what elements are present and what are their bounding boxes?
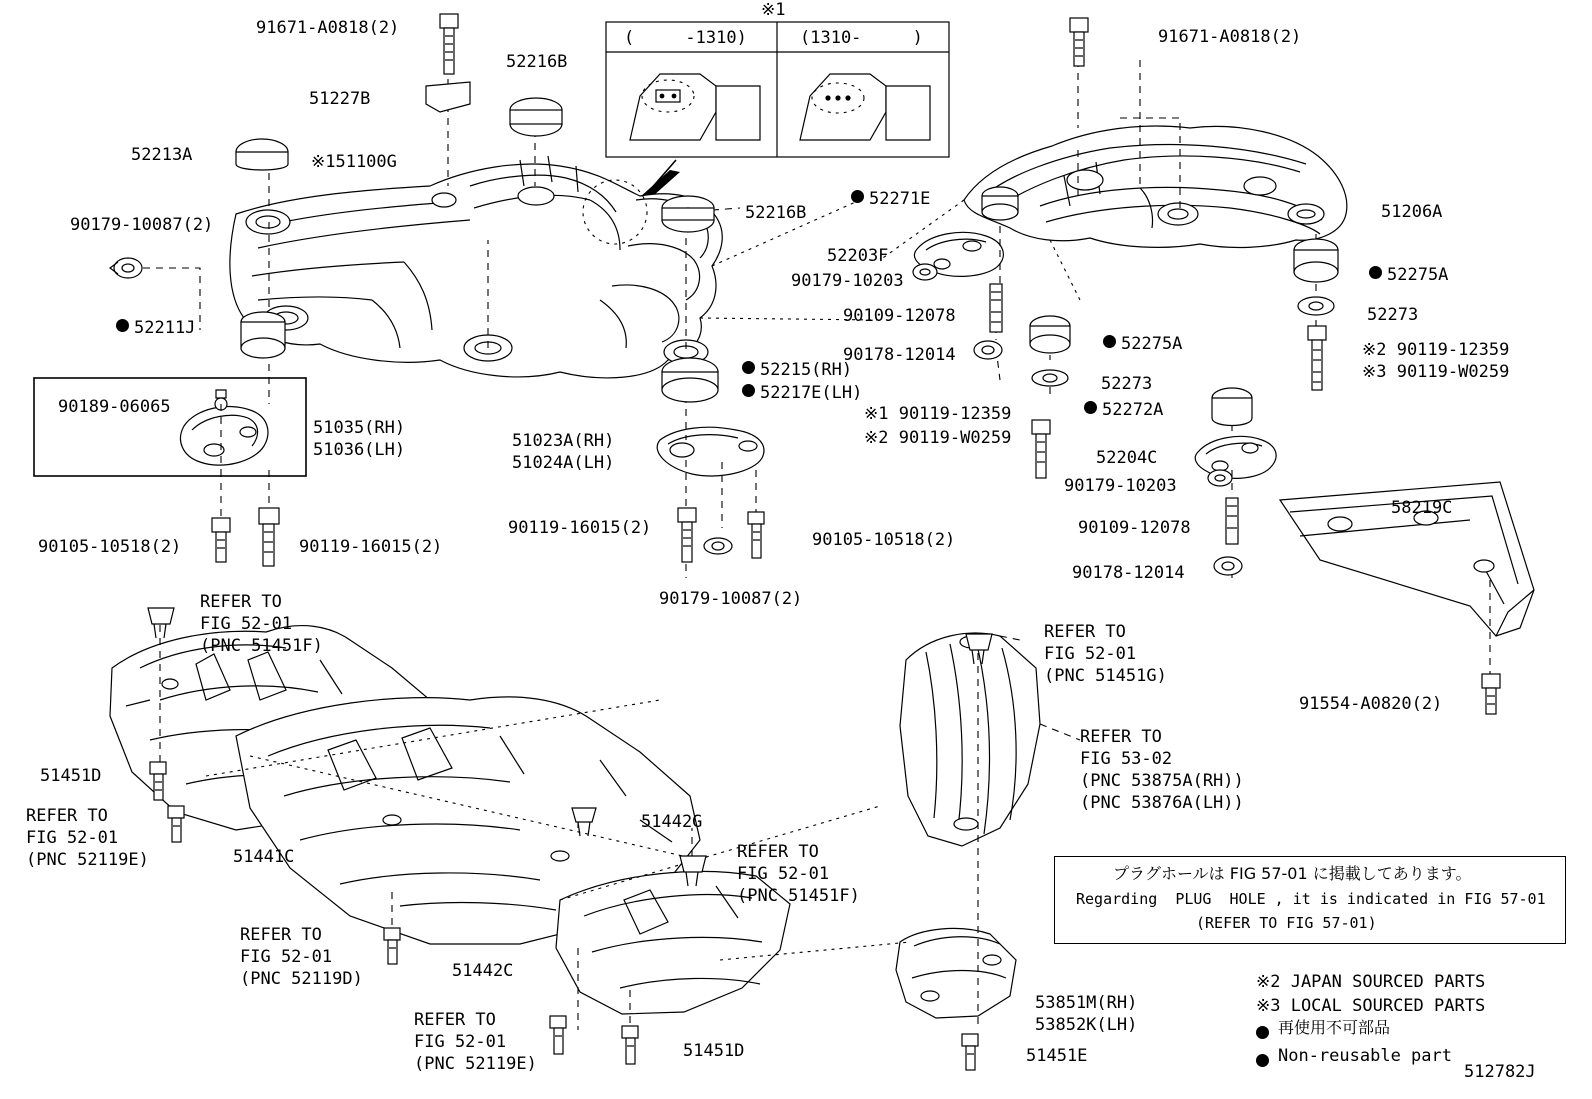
part-label-l9: 51035(RH) [313, 418, 406, 438]
part-label-l10: 51036(LH) [313, 440, 406, 460]
part-label-l41: 58219C [1391, 498, 1453, 518]
nonreusable-dot [1084, 401, 1097, 414]
nonreusable-dot [742, 361, 755, 374]
part-label-l53: (PNC 52119D) [240, 969, 363, 989]
part-label-l40: ※3 90119-W0259 [1362, 362, 1510, 382]
part-label-l58: 51451D [683, 1041, 745, 1061]
part-label-l13: 52216B [745, 203, 807, 223]
part-label-l25: 90178-12014 [843, 345, 956, 365]
part-label-l51: REFER TO [240, 925, 322, 945]
part-label-l15: 52217E(LH) [760, 383, 863, 403]
part-label-l12: 90119-16015(2) [299, 537, 443, 557]
legend-japan-sourced: ※2 JAPAN SOURCED PARTS [1256, 972, 1486, 992]
part-label-l27: 52273 [1101, 374, 1153, 394]
part-label-l28: 52272A [1102, 400, 1164, 420]
part-label-l54: 51442C [452, 961, 514, 981]
part-label-l30: ※2 90119-W0259 [864, 428, 1012, 448]
part-label-l34: 90178-12014 [1072, 563, 1185, 583]
part-label-l69: (PNC 53876A(LH)) [1080, 793, 1244, 813]
part-label-l17: 51024A(LH) [512, 453, 615, 473]
inset-col-left: ( -1310) [624, 28, 747, 48]
inset-col-right: (1310- ) [800, 28, 923, 48]
part-label-l44: FIG 52-01 [200, 614, 293, 634]
part-label-l23: 90179-10203 [791, 271, 904, 291]
part-label-l5: ※151100G [311, 152, 397, 172]
part-label-l16: 51023A(RH) [512, 431, 615, 451]
part-label-l64: FIG 52-01 [1044, 644, 1137, 664]
note-line-en: Regarding PLUG HOLE , it is indicated in FIG 57-01 [1076, 890, 1546, 908]
part-label-l26: 52275A [1121, 334, 1183, 354]
nonreusable-dot [116, 319, 129, 332]
part-label-l71: 53852K(LH) [1035, 1015, 1138, 1035]
part-label-l39: ※2 90119-12359 [1362, 340, 1510, 360]
part-label-l37: 52275A [1387, 265, 1449, 285]
nonreusable-dot [851, 190, 864, 203]
part-label-l29: ※1 90119-12359 [864, 404, 1012, 424]
legend-local-sourced: ※3 LOCAL SOURCED PARTS [1256, 996, 1486, 1016]
part-label-l49: (PNC 52119E) [26, 850, 149, 870]
part-label-l33: 90109-12078 [1078, 518, 1191, 538]
part-label-l36: 51206A [1381, 202, 1443, 222]
nonreusable-dot [742, 384, 755, 397]
part-label-l47: REFER TO [26, 806, 108, 826]
part-label-l4: 52213A [131, 145, 193, 165]
legend-dot-jp [1256, 1026, 1269, 1039]
part-label-l3: 51227B [309, 89, 371, 109]
part-label-l61: FIG 52-01 [737, 864, 830, 884]
part-label-l24: 90109-12078 [843, 306, 956, 326]
part-label-l8: 90189-06065 [58, 397, 171, 417]
part-label-l60: REFER TO [737, 842, 819, 862]
part-label-l35: 91671-A0818(2) [1158, 27, 1302, 47]
part-label-l11: 90105-10518(2) [38, 537, 182, 557]
part-label-l19: 90105-10518(2) [812, 530, 956, 550]
part-label-l66: REFER TO [1080, 727, 1162, 747]
part-label-l65: (PNC 51451G) [1044, 666, 1167, 686]
part-label-l52: FIG 52-01 [240, 947, 333, 967]
legend-dot-en [1256, 1054, 1269, 1067]
part-label-l56: FIG 52-01 [414, 1032, 507, 1052]
note-line-jp: プラグホールは FIG 57-01 に掲載してあります。 [1113, 864, 1472, 883]
nonreusable-dot [1369, 266, 1382, 279]
part-label-l22: 52203F [827, 246, 889, 266]
legend-nonreusable-jp: 再使用不可部品 [1278, 1018, 1391, 1037]
part-label-l14: 52215(RH) [760, 360, 853, 380]
part-label-l18: 90119-16015(2) [508, 518, 652, 538]
part-label-l32: 90179-10203 [1064, 476, 1177, 496]
part-label-l70: 53851M(RH) [1035, 993, 1138, 1013]
legend-nonreusable-en: Non-reusable part [1278, 1046, 1452, 1066]
part-label-l67: FIG 53-02 [1080, 749, 1173, 769]
part-label-l21: 52271E [869, 189, 931, 209]
part-label-l63: REFER TO [1044, 622, 1126, 642]
part-label-l31: 52204C [1096, 448, 1158, 468]
part-label-l72: 51451E [1026, 1046, 1088, 1066]
nonreusable-dot [1103, 335, 1116, 348]
part-label-l59: 51442G [641, 812, 703, 832]
part-label-l50: 51441C [233, 847, 295, 867]
part-label-l68: (PNC 53875A(RH)) [1080, 771, 1244, 791]
part-label-l46: 51451D [40, 766, 102, 786]
part-label-l57: (PNC 52119E) [414, 1054, 537, 1074]
part-label-l45: (PNC 51451F) [200, 636, 323, 656]
part-label-l42: 91554-A0820(2) [1299, 694, 1443, 714]
part-label-l20: 90179-10087(2) [659, 589, 803, 609]
part-label-l1: 91671-A0818(2) [256, 18, 400, 38]
part-label-l2: 52216B [506, 52, 568, 72]
note-line-ref: (REFER TO FIG 57-01) [1196, 914, 1377, 932]
part-label-l7: 52211J [134, 318, 196, 338]
sheet-number: 512782J [1464, 1062, 1536, 1082]
part-label-l48: FIG 52-01 [26, 828, 119, 848]
part-label-l62: (PNC 51451F) [737, 886, 860, 906]
part-label-l38: 52273 [1367, 305, 1419, 325]
part-label-l6: 90179-10087(2) [70, 215, 214, 235]
part-label-l55: REFER TO [414, 1010, 496, 1030]
part-label-l43: REFER TO [200, 592, 282, 612]
inset-marker: ※1 [761, 0, 786, 20]
